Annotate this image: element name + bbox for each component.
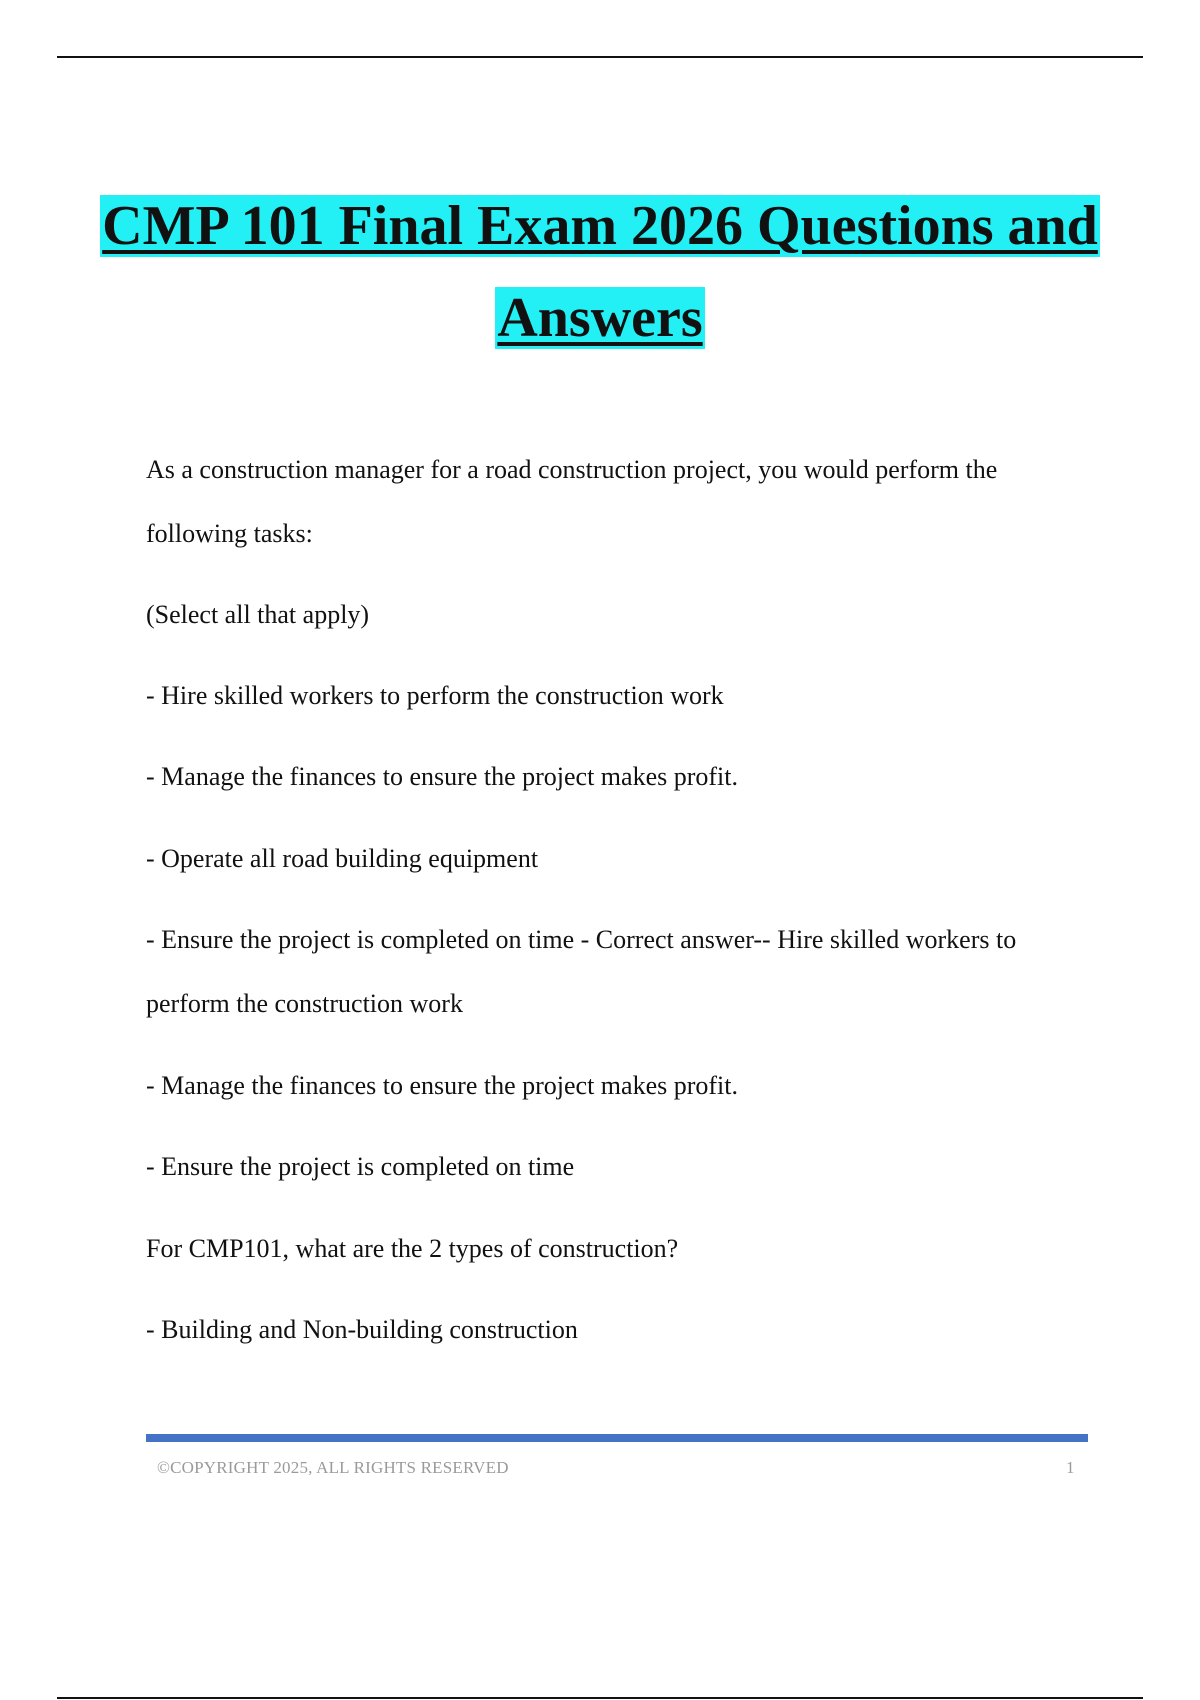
top-divider	[57, 56, 1143, 58]
question-1-text: As a construction manager for a road construction project, you would perform the following tasks:	[146, 455, 998, 548]
option-ensure-on-time-answer: - Ensure the project is completed on time - Correct answer-- Hire skilled workers to perform the construction work	[146, 925, 1017, 1018]
footer-bar	[146, 1434, 1088, 1442]
answer-manage-finances: - Manage the finances to ensure the project makes profit.	[146, 1071, 738, 1100]
footer-page-number: 1	[1066, 1458, 1075, 1477]
title-line-1	[0, 180, 1200, 272]
title-line-2	[0, 272, 1200, 364]
question-2-text: For CMP101, what are the 2 types of construction?	[146, 1234, 679, 1263]
title-line-1-text: CMP 101 Final Exam 2026 Questions and	[102, 195, 1098, 257]
option-operate-equipment: - Operate all road building equipment	[146, 844, 539, 873]
answer-construction-types: - Building and Non-building construction	[146, 1315, 578, 1344]
option-hire-workers: - Hire skilled workers to perform the construction work	[146, 681, 724, 710]
option-manage-finances: - Manage the finances to ensure the project makes profit.	[146, 762, 738, 791]
answer-ensure-on-time: - Ensure the project is completed on time	[146, 1152, 575, 1181]
bottom-divider	[57, 1697, 1143, 1699]
title-line-2-text: Answers	[497, 287, 703, 349]
footer-copyright: ©COPYRIGHT 2025, ALL RIGHTS RESERVED	[157, 1458, 509, 1477]
select-all-instruction: (Select all that apply)	[146, 600, 370, 629]
page-title	[0, 180, 1200, 364]
